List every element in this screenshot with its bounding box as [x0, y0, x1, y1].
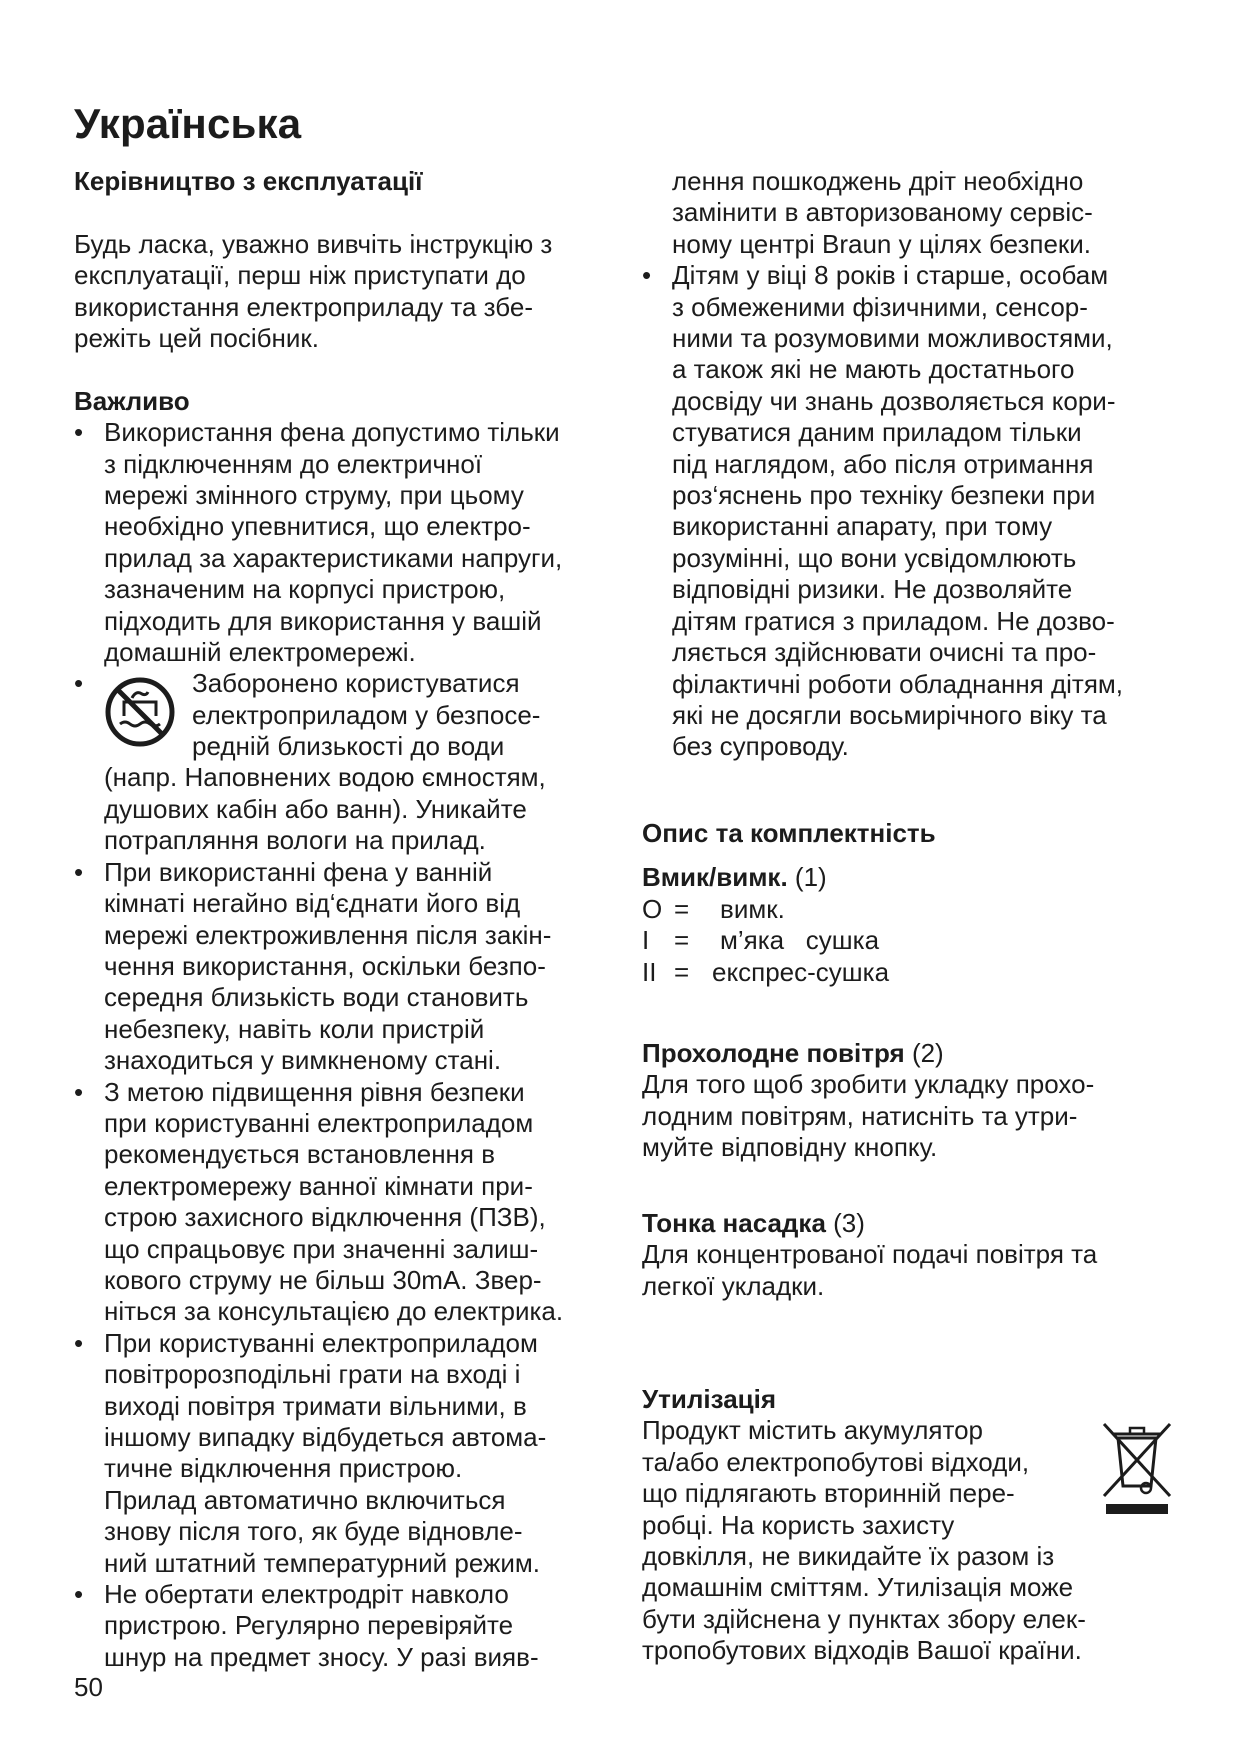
page-title: Українська [74, 100, 302, 147]
list-item: • Дітям у віці 8 років і старше, особам з обмеженими фізичними, сенсор- ними та розумовими можливостями, а також які не мають достатнього досвіду чи знань дозволяється кори- стуватися даним приладом тільки під наглядом, або після отримання роз‘яснень про техніку безпеки при використанні апарату, при тому розумінні, що вони усвідомлюють відповідні ризики. Не дозволяйте дітям гратися з приладом. Не дозво- ляється здійснювати очисні та про- філактичні роботи обладнання дітям, які не досягли восьмирічного віку та без супроводу. [642, 260, 1124, 762]
description-section [642, 818, 1172, 988]
bullet-dot: • [74, 856, 84, 887]
cool-air-heading: Прохолодне повітря [642, 1038, 905, 1068]
no-water-icon [104, 676, 176, 748]
crossed-bin-icon [1100, 1416, 1174, 1516]
list-item-continued: (напр. Наповнених водою ємностям, душових кабін або ванн). Уникайте потрапляння вологи на прилад. [104, 762, 546, 856]
mode-row-soft: I = м’яка сушка [642, 925, 880, 956]
description-heading: Опис та комплектність [642, 818, 936, 848]
list-item: • При використанні фена у ванній кімнаті негайно від‘єднати його від мережі електроживлення після закін- чення використання, оскільки безпо- середня близькість води становить небезпеку, навіть коли пристрій знаходиться у вимкненому стані. [74, 856, 552, 1076]
mode-row-express: II = експрес-сушка [642, 956, 890, 987]
bullet-dot: • [74, 417, 84, 448]
intro-paragraph: Будь ласка, уважно вивчіть інструкцію з експлуатації, перш ніж приступати до використання електроприладу та збе- режіть цей посібник. [74, 228, 553, 354]
important-heading: Важливо [74, 385, 190, 416]
list-item-continued: лення пошкоджень дріт необхідно замінити в авторизованому сервіс- ному центрі Braun у цілях безпеки. [672, 166, 1093, 259]
bullet-dot: • [642, 260, 652, 291]
bullet-dot: • [74, 1076, 84, 1107]
list-item: • Заборонено користуватися електроприладом у безпосе- редній близькості до води [74, 668, 541, 762]
list-item: • Використання фена допустимо тільки з підключенням до електричної мережі змінного струму, при цьому необхідно упевнитися, що електро- прилад за характеристиками напруги, зазначеним на корпусі пристрою, підходить для використання у вашій домашній електромережі. [74, 417, 563, 668]
bullet-dot: • [74, 1579, 84, 1610]
subtitle: Керівництво з експлуатації [74, 166, 423, 196]
list-item: • З метою підвищення рівня безпеки при користуванні електроприладом рекомендується встановлення в електромережу ванної кімнати при- строю захисного відключення (ПЗВ), що спрацьовує при значенні залиш- кового струму не більш 30mA. Звер- ніться за консультацією до електрика. [74, 1076, 564, 1327]
nozzle-heading: Тонка насадка [642, 1208, 826, 1238]
disposal-section: Утилізація Продукт містить акумулятор та/або електропобутові відходи, що підлягають вторинній пере- робці. На користь захисту довкілля, не викидайте їх разом із домашнім сміттям. Утилізація може бути здійснена у пунктах збору елек- тропобутових відходів Вашої країни. [642, 1384, 1172, 1667]
bullet-dot: • [74, 668, 84, 699]
right-column [642, 166, 1172, 763]
list-item: • Не обертати електродріт навколо пристрою. Регулярно перевіряйте шнур на предмет зносу. У разі вияв- [74, 1579, 539, 1672]
disposal-heading: Утилізація [642, 1384, 777, 1414]
cool-air-section: Прохолодне повітря (2) Для того щоб зробити укладку прохо- лодним повітрям, натисніть та утри- муйте відповідну кнопку. [642, 1038, 1095, 1163]
left-column [74, 166, 614, 1673]
mode-row-off: O = вимк. [642, 893, 785, 924]
switch-label-row: Вмик/вимк. (1) [642, 862, 827, 893]
list-item: • При користуванні електроприладом повітророзподільні грати на вході і виході повітря тримати вільними, в іншому випадку відбудеться автома- тичне відключення пристрою. Прилад автоматично включиться знову після того, як буде відновле- ний штатний температурний режим. [74, 1327, 547, 1578]
nozzle-section: Тонка насадка (3) Для концентрованої подачі повітря та легкої укладки. [642, 1208, 1098, 1301]
bullet-dot: • [74, 1327, 84, 1358]
page-number: 50 [74, 1672, 103, 1702]
